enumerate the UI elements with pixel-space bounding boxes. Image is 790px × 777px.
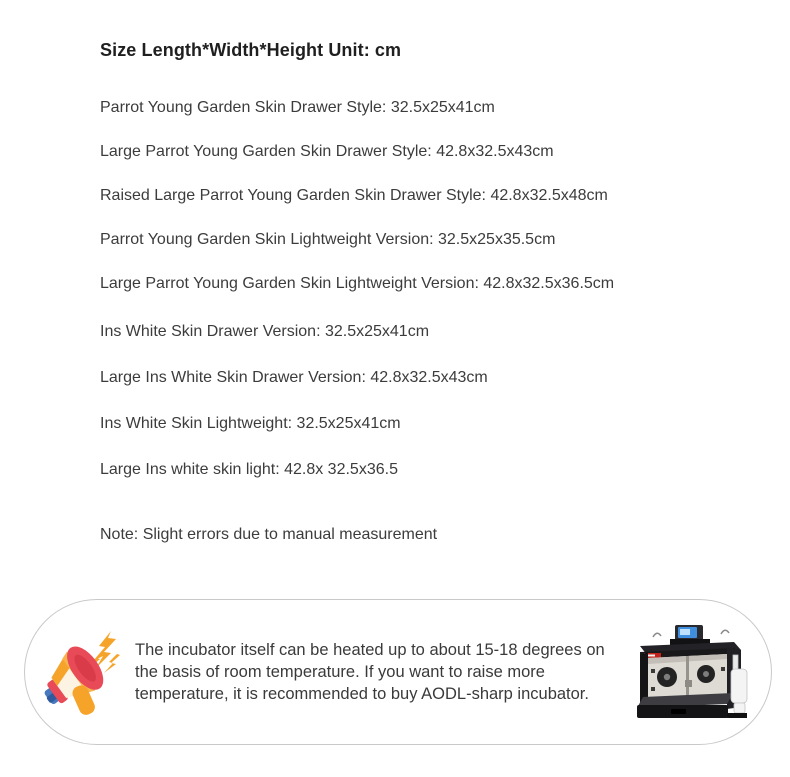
size-line: Large Ins white skin light: 42.8x 32.5x36.5 (100, 461, 398, 478)
size-line: Large Parrot Young Garden Skin Drawer Style: 42.8x32.5x43cm (100, 143, 554, 160)
size-line: Parrot Young Garden Skin Lightweight Version: 32.5x25x35.5cm (100, 231, 556, 248)
incubator-product-image (637, 625, 749, 719)
measurement-note: Note: Slight errors due to manual measurement (100, 526, 438, 543)
banner-text-line: the basis of room temperature. If you want to raise more (135, 663, 545, 681)
size-line: Large Ins White Skin Drawer Version: 42.8x32.5x43cm (100, 369, 488, 386)
size-line: Raised Large Parrot Young Garden Skin Drawer Style: 42.8x32.5x48cm (100, 187, 608, 204)
size-line: Parrot Young Garden Skin Drawer Style: 32.5x25x41cm (100, 99, 495, 116)
size-line: Large Parrot Young Garden Skin Lightweight Version: 42.8x32.5x36.5cm (100, 275, 615, 292)
megaphone-icon (35, 623, 123, 721)
banner-text-line: The incubator itself can be heated up to about 15-18 degrees on (135, 641, 605, 659)
page-title: Size Length*Width*Height Unit: cm (100, 40, 402, 60)
info-banner (24, 599, 772, 745)
size-line: Ins White Skin Drawer Version: 32.5x25x41cm (100, 323, 430, 340)
size-line: Ins White Skin Lightweight: 32.5x25x41cm (100, 415, 401, 432)
banner-text (135, 639, 637, 705)
banner-text-line: temperature, it is recommended to buy AODL-sharp incubator. (135, 685, 589, 703)
size-list (100, 98, 750, 479)
